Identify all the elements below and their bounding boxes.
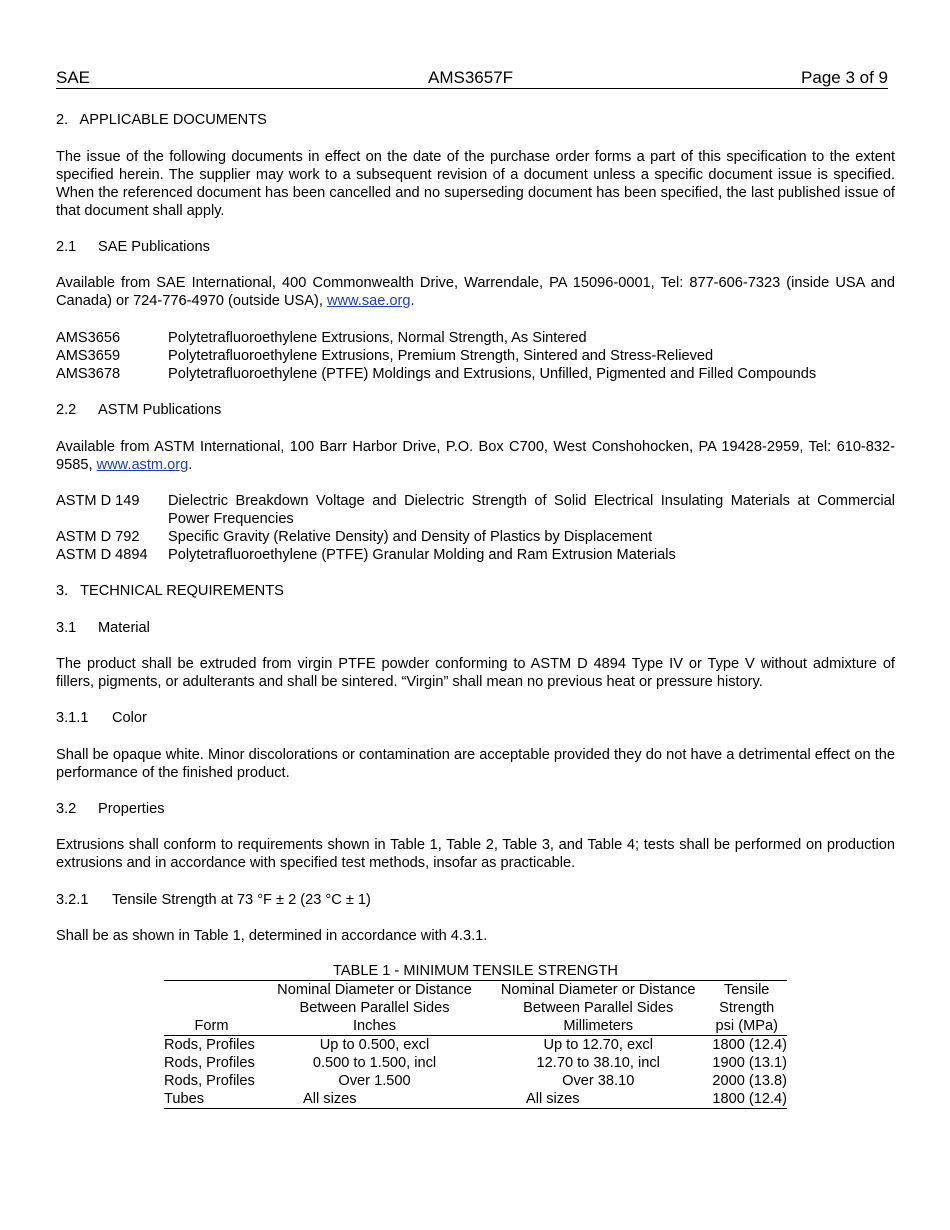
punctuation: .	[188, 457, 193, 473]
inches-cell: Up to 0.500, excl	[319, 1037, 430, 1053]
header-cell: Millimeters	[490, 1017, 706, 1036]
section-title: Properties	[98, 801, 165, 817]
header-cell: Strength	[719, 1000, 775, 1016]
strength-cell: 1900 (13.1)	[712, 1055, 787, 1071]
page-header	[56, 68, 888, 89]
section-number: 3.2	[56, 801, 77, 817]
sae-website-link[interactable]: www.sae.org	[326, 293, 411, 309]
header-cell: Inches	[259, 1017, 490, 1036]
section-title: Material	[98, 620, 150, 636]
inches-cell: Over 1.500	[338, 1073, 411, 1089]
reference-description: Polytetrafluoroethylene Extrusions, Premium Strength, Sintered and Stress-Relieved	[168, 348, 714, 364]
form-cell: Rods, Profiles	[164, 1073, 255, 1089]
table-header-row	[164, 999, 787, 1017]
reference-description: Polytetrafluoroethylene (PTFE) Granular Molding and Ram Extrusion Materials	[168, 547, 676, 563]
section-number: 3.	[56, 583, 69, 599]
section-2-1-heading	[56, 238, 895, 256]
material-paragraph: The product shall be extruded from virgin PTFE powder conforming to ASTM D 4894 Type IV or Type V without admixture of fillers, pigments, or adulterants and shall be sintered. “Virgin” shall mean no previous heat or pressure history.	[56, 656, 895, 690]
header-cell: Nominal Diameter or Distance	[259, 981, 490, 1000]
header-cell: psi (MPa)	[706, 1017, 787, 1036]
section-number: 3.2.1	[56, 892, 89, 908]
form-cell: Rods, Profiles	[164, 1037, 255, 1053]
section-3-2-1-heading	[56, 891, 895, 909]
strength-cell: 1800 (12.4)	[712, 1037, 787, 1053]
section-title: Tensile Strength at 73 °F ± 2 (23 °C ± 1)	[112, 892, 371, 908]
section-3-1-heading	[56, 619, 895, 637]
table-row	[164, 1072, 787, 1090]
section-title: SAE Publications	[98, 239, 210, 255]
reference-row	[56, 492, 895, 528]
table-caption: TABLE 1 - MINIMUM TENSILE STRENGTH	[333, 963, 618, 979]
section-2-intro: The issue of the following documents in effect on the date of the purchase order forms a part of this specification to the extent specified herein. The supplier may work to a subsequent revision of a document unless a specific document issue is specified. When the referenced document has been cancelled and no superseding document has been specified, the last published issue of that document shall apply.	[56, 149, 895, 219]
section-number: 3.1.1	[56, 710, 89, 726]
availability-text: Available from ASTM International, 100 Barr Harbor Drive, P.O. Box C700, West Conshohocken, PA 19428-2959, Tel: 610-832-9585,	[56, 439, 895, 473]
properties-paragraph: Extrusions shall conform to requirements shown in Table 1, Table 2, Table 3, and Table 4; tests shall be performed on production extrusions and in accordance with specified test methods, insofar as practicable.	[56, 837, 895, 871]
header-cell	[164, 999, 259, 1017]
reference-code: AMS3656	[56, 330, 121, 346]
sae-availability	[56, 274, 895, 310]
reference-description: Dielectric Breakdown Voltage and Dielectric Strength of Solid Electrical Insulating Materials at Commercial Power Frequencies	[168, 493, 895, 527]
header-cell	[164, 981, 259, 1000]
table-header-row	[164, 981, 787, 1000]
header-page-number: Page 3 of 9	[801, 68, 888, 87]
header-cell: Between Parallel Sides	[523, 1000, 674, 1016]
table-row	[164, 1036, 787, 1055]
section-2-2-heading	[56, 401, 895, 419]
reference-description: Polytetrafluoroethylene Extrusions, Normal Strength, As Sintered	[168, 330, 587, 346]
section-title: ASTM Publications	[98, 402, 222, 418]
section-number: 3.1	[56, 620, 77, 636]
reference-code: ASTM D 149	[56, 493, 140, 509]
section-number: 2.2	[56, 402, 77, 418]
table-row	[164, 1054, 787, 1072]
form-cell: Rods, Profiles	[164, 1055, 255, 1071]
header-cell: Tensile	[706, 981, 787, 1000]
table-row	[164, 1090, 787, 1109]
section-title: TECHNICAL REQUIREMENTS	[80, 583, 284, 599]
header-org: SAE	[56, 68, 91, 87]
header-cell: Nominal Diameter or Distance	[490, 981, 706, 1000]
section-title: Color	[112, 710, 147, 726]
color-paragraph: Shall be opaque white. Minor discolorations or contamination are acceptable provided they do not have a detrimental effect on the performance of the finished product.	[56, 747, 895, 781]
form-cell: Tubes	[164, 1090, 259, 1109]
header-cell: Form	[164, 1017, 259, 1036]
availability-text: Available from SAE International, 400 Commonwealth Drive, Warrendale, PA 15096-0001, Tel: 877-606-7323 (inside USA and Canada) or 724-776-4970 (outside USA),	[56, 275, 895, 309]
reference-code: ASTM D 4894	[56, 547, 148, 563]
header-doc-number: AMS3657F	[428, 68, 514, 87]
reference-description: Polytetrafluoroethylene (PTFE) Moldings and Extrusions, Unfilled, Pigmented and Filled Compounds	[168, 366, 817, 382]
section-number: 2.1	[56, 239, 77, 255]
header-cell: Between Parallel Sides	[299, 1000, 450, 1016]
reference-code: ASTM D 792	[56, 529, 140, 545]
section-3-2-heading	[56, 800, 895, 818]
strength-cell: 2000 (13.8)	[712, 1073, 787, 1089]
section-2-heading	[56, 111, 895, 129]
reference-description: Specific Gravity (Relative Density) and Density of Plastics by Displacement	[168, 529, 653, 545]
section-title: APPLICABLE DOCUMENTS	[79, 112, 267, 128]
millimeters-cell: Over 38.10	[562, 1073, 635, 1089]
reference-code: AMS3659	[56, 348, 121, 364]
inches-cell: 0.500 to 1.500, incl	[312, 1055, 437, 1071]
section-3-1-1-heading	[56, 709, 895, 727]
reference-code: AMS3678	[56, 366, 121, 382]
tensile-paragraph: Shall be as shown in Table 1, determined in accordance with 4.3.1.	[56, 928, 488, 944]
millimeters-cell: Up to 12.70, excl	[543, 1037, 653, 1053]
table-1-minimum-tensile-strength	[164, 962, 787, 1109]
astm-availability	[56, 438, 895, 474]
inches-cell: All sizes	[259, 1090, 490, 1109]
astm-website-link[interactable]: www.astm.org	[96, 457, 189, 473]
section-3-heading	[56, 582, 895, 600]
punctuation: .	[410, 293, 415, 309]
section-number: 2.	[56, 112, 69, 128]
millimeters-cell: All sizes	[490, 1090, 706, 1109]
table-header-row	[164, 1017, 787, 1036]
strength-cell: 1800 (12.4)	[706, 1090, 787, 1109]
millimeters-cell: 12.70 to 38.10, incl	[536, 1055, 660, 1071]
